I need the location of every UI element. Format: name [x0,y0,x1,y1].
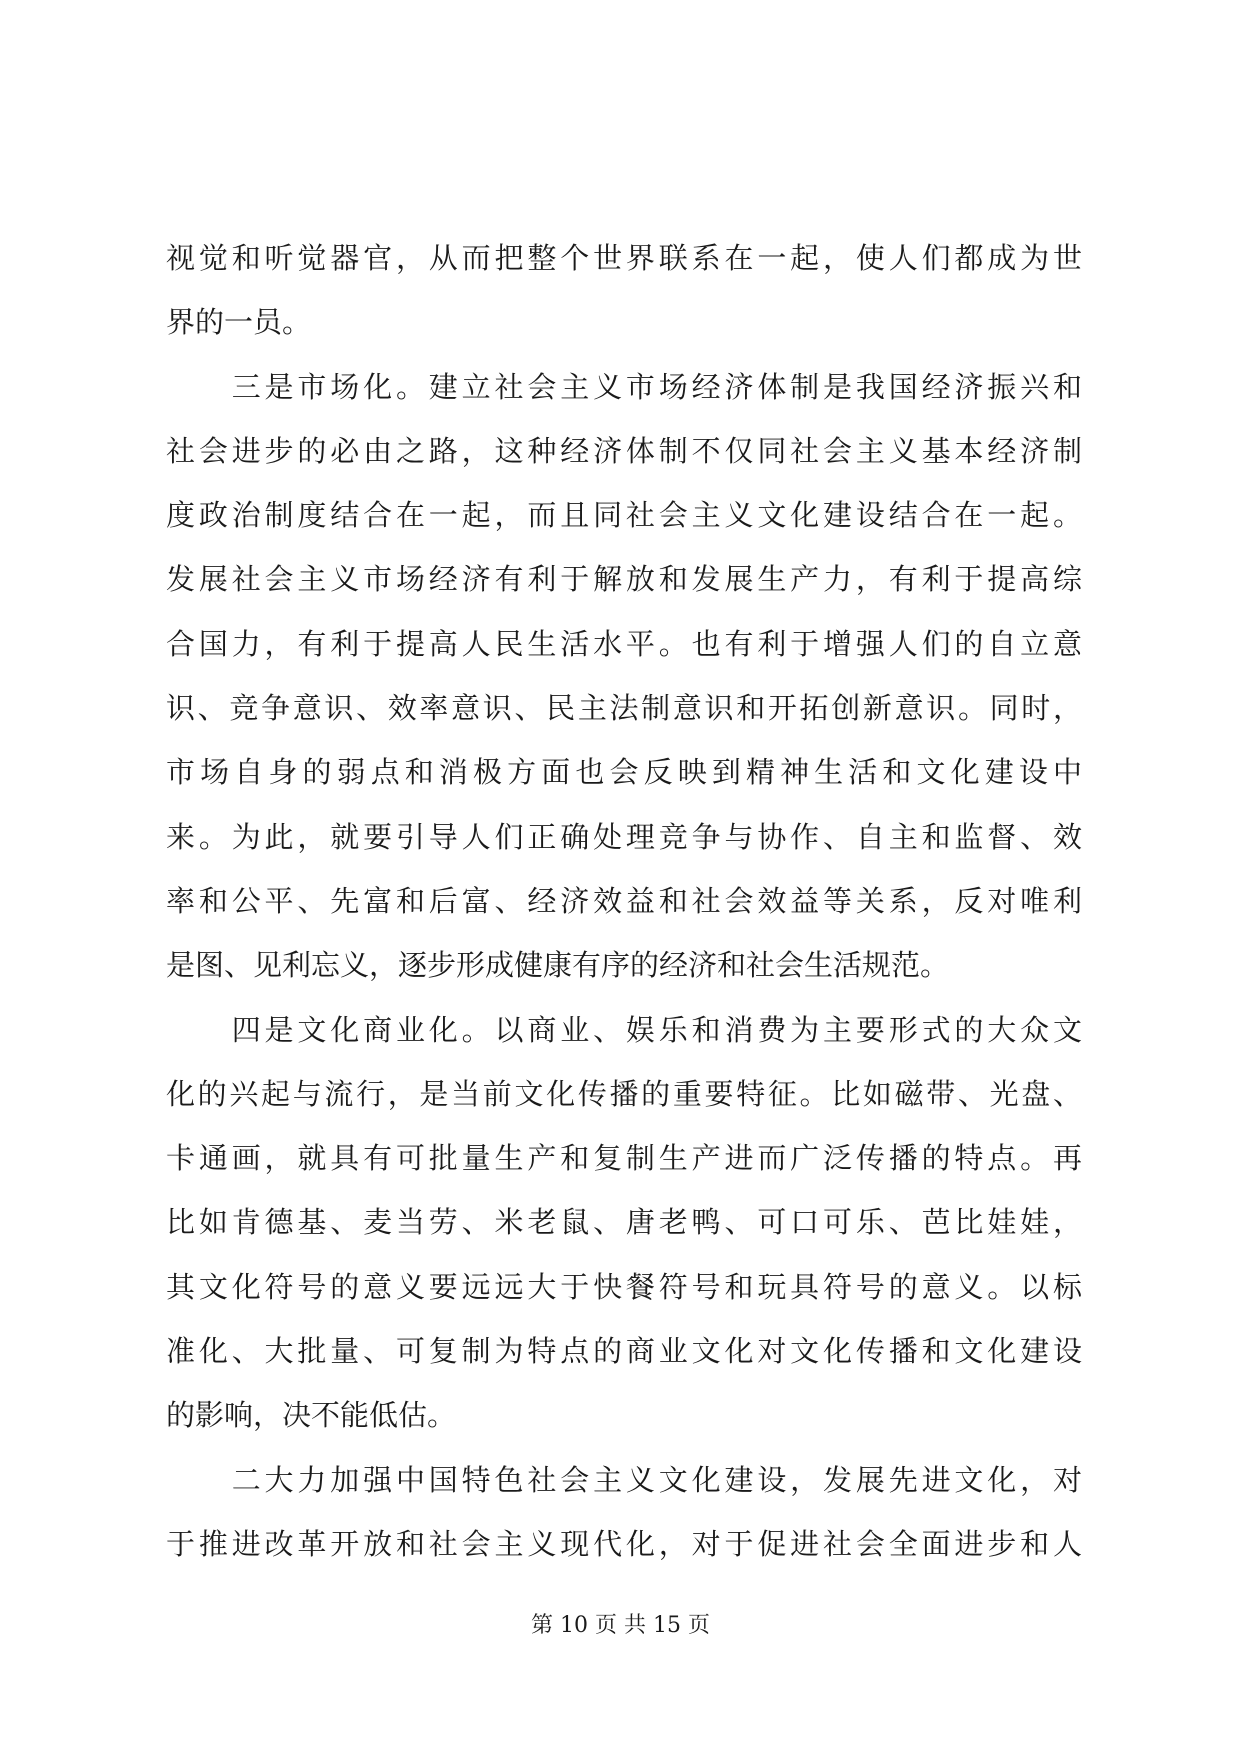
text-line: 社会进步的必由之路，这种经济体制不仅同社会主义基本经济制 [166,433,1082,468]
text-line: 二大力加强中国特色社会主义文化建设，发展先进文化，对 [166,1462,1082,1497]
text-line: 市场自身的弱点和消极方面也会反映到精神生活和文化建设中 [166,755,1082,790]
text-line: 的影响，决不能低估。 [166,1398,457,1433]
text-line: 识、竞争意识、效率意识、民主法制意识和开拓创新意识。同时， [166,691,1082,726]
text-line: 界的一员。 [166,305,312,340]
text-line: 来。为此，就要引导人们正确处理竞争与协作、自主和监督、效 [166,819,1082,854]
text-line: 度政治制度结合在一起，而且同社会主义文化建设结合在一起。 [166,498,1082,533]
text-line: 于推进改革开放和社会主义现代化，对于促进社会全面进步和人 [166,1526,1082,1561]
text-line: 率和公平、先富和后富、经济效益和社会效益等关系，反对唯利 [166,883,1082,918]
text-line: 化的兴起与流行，是当前文化传播的重要特征。比如磁带、光盘、 [166,1076,1082,1111]
text-line: 比如肯德基、麦当劳、米老鼠、唐老鸭、可口可乐、芭比娃娃， [166,1205,1082,1240]
text-line: 视觉和听觉器官，从而把整个世界联系在一起，使人们都成为世 [166,241,1082,275]
text-line: 发展社会主义市场经济有利于解放和发展生产力，有利于提高综 [166,562,1082,597]
text-line: 是图、见利忘义，逐步形成健康有序的经济和社会生活规范。 [166,948,950,983]
text-line: 三是市场化。建立社会主义市场经济体制是我国经济振兴和 [166,369,1082,404]
body-text [166,226,1082,1576]
text-line: 四是文化商业化。以商业、娱乐和消费为主要形式的大众文 [166,1012,1082,1047]
text-line: 准化、大批量、可复制为特点的商业文化对文化传播和文化建设 [166,1334,1082,1369]
text-line: 卡通画，就具有可批量生产和复制生产进而广泛传播的特点。再 [166,1141,1082,1176]
text-line: 合国力，有利于提高人民生活水平。也有利于增强人们的自立意 [166,626,1082,661]
text-line: 其文化符号的意义要远远大于快餐符号和玩具符号的意义。以标 [166,1269,1082,1304]
page-number-footer: 第 10 页 共 15 页 [531,1613,710,1638]
